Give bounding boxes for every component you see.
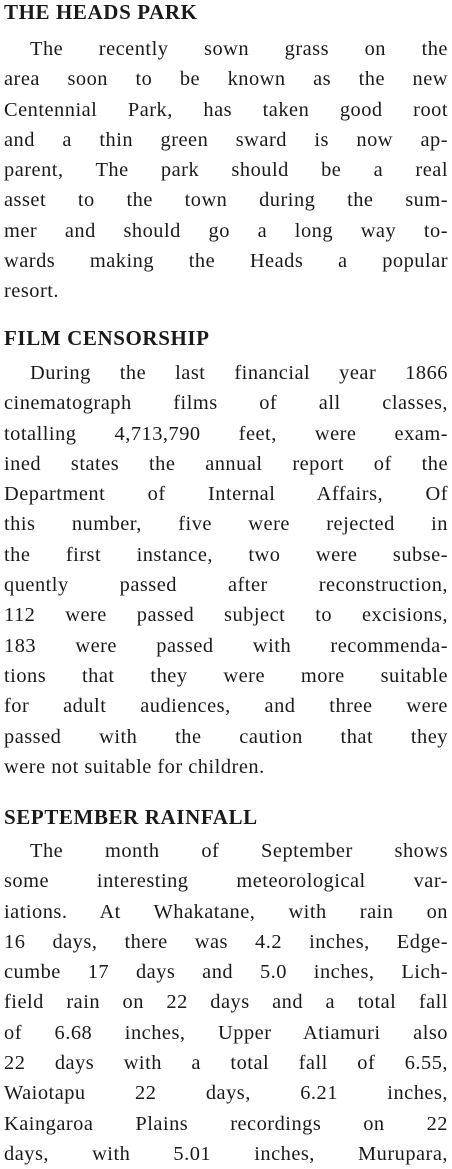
text-line: cinematograph films of all classes, (4, 392, 448, 415)
text-line: cumbe 17 days and 5.0 inches, Lich- (4, 961, 448, 984)
text-line: this number, five were rejected in (4, 513, 448, 536)
text-line: area soon to be known as the new (4, 68, 448, 91)
article-body (4, 358, 448, 782)
text-line: some interesting meteorological var- (4, 870, 448, 893)
article-heads-park (4, 0, 448, 307)
text-line: totalling 4,713,790 feet, were exam- (4, 422, 448, 445)
text-line: During the last financial year 1866 (30, 362, 448, 384)
text-line: tions that they were more suitable (4, 664, 448, 687)
text-line: iations. At Whakatane, with rain on (4, 900, 448, 923)
text-line: 112 were passed subject to excisions, (4, 604, 448, 627)
text-line: 16 days, there was 4.2 inches, Edge- (4, 930, 448, 953)
text-line: Kaingaroa Plains recordings on 22 (4, 1112, 448, 1135)
text-line: Department of Internal Affairs, Of (4, 483, 448, 506)
text-line: wards making the Heads a popular (4, 250, 448, 273)
text-line: mer and should go a long way to- (4, 219, 448, 242)
text-line: days, with 5.01 inches, Murupara, (4, 1142, 448, 1165)
text-line: for adult audiences, and three were (4, 695, 448, 718)
article-heading: THE HEADS PARK (4, 0, 198, 24)
text-line: 22 days with a total fall of 6.55, (4, 1052, 448, 1075)
text-line: ined states the annual report of the (4, 452, 448, 475)
text-line: the first instance, two were subse- (4, 543, 448, 566)
text-line: Centennial Park, has taken good root (4, 98, 448, 121)
article-body (4, 34, 448, 307)
article-heading: FILM CENSORSHIP (4, 326, 210, 350)
text-line: The month of September shows (30, 840, 448, 862)
article-heading: SEPTEMBER RAINFALL (4, 805, 258, 829)
text-line: 183 were passed with recommenda- (4, 634, 448, 657)
text-line: Waiotapu 22 days, 6.21 inches, (4, 1082, 448, 1105)
article-film-censorship (4, 326, 448, 782)
text-line: The recently sown grass on the (30, 38, 448, 60)
text-line: passed with the caution that they (4, 725, 448, 748)
article-body (4, 836, 448, 1169)
text-line: field rain on 22 days and a total fall (4, 991, 448, 1014)
text-line: were not suitable for children. (4, 755, 265, 778)
article-september-rainfall (4, 805, 448, 1169)
text-line: of 6.68 inches, Upper Atiamuri also (4, 1021, 448, 1044)
text-line: quently passed after reconstruction, (4, 574, 448, 597)
text-line: asset to the town during the sum- (4, 189, 448, 212)
text-line: resort. (4, 280, 60, 303)
text-line: parent, The park should be a real (4, 159, 448, 182)
text-line: and a thin green sward is now ap- (4, 128, 448, 151)
